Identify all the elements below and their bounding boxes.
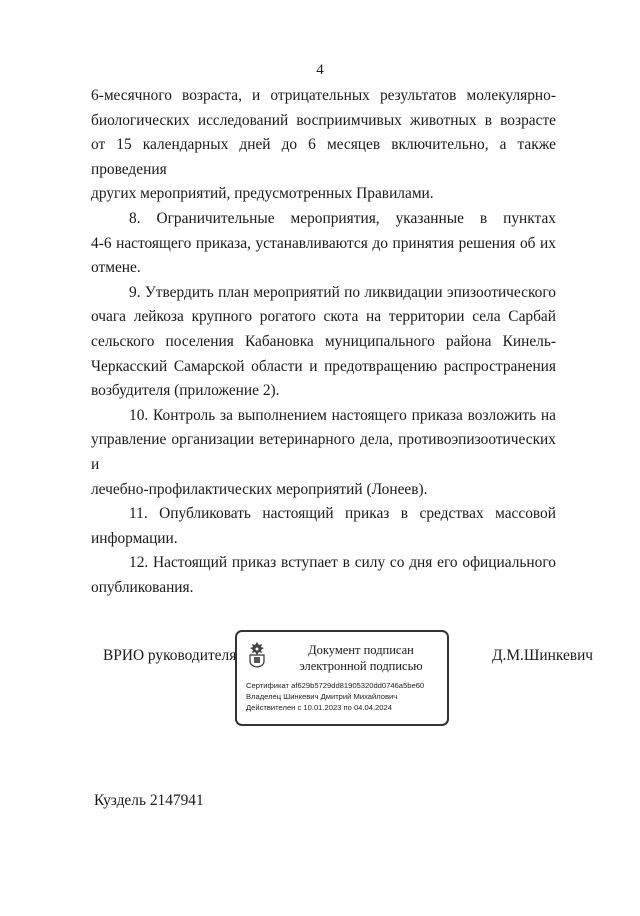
text-line: 8. Ограничительные мероприятия, указанные в пунктах <box>129 209 556 227</box>
paragraph-continuation <box>91 84 556 207</box>
text-line: 10. Контроль за выполнением настоящего приказа возложить на <box>129 406 556 424</box>
text-line: 9. Утвердить план мероприятий по ликвидации эпизоотического <box>129 283 556 301</box>
text-line: очага лейкоза крупного рогатого скота на территории села Сарбай <box>91 308 556 326</box>
stamp-title-line: Документ подписан <box>308 643 414 657</box>
text-line: Черкасский Самарской области и предотвращению распространения <box>91 357 556 375</box>
text-line: лечебно-профилактических мероприятий (Лонеев). <box>91 480 428 498</box>
text-line: 11. Опубликовать настоящий приказ в средствах массовой <box>129 505 556 523</box>
stamp-details <box>246 680 424 713</box>
text-line: управление организации ветеринарного дела, противоэпизоотических и <box>91 431 556 473</box>
text-line: опубликования. <box>91 578 194 596</box>
text-line: 12. Настоящий приказ вступает в силу со дня его официального <box>129 554 556 572</box>
stamp-title-line: электронной подписью <box>299 659 423 673</box>
paragraph-8 <box>91 207 556 281</box>
stamp-owner: Владелец Шинкевич Дмитрий Михайлович <box>246 692 398 701</box>
text-line: отмене. <box>91 259 141 277</box>
text-line: 6-месячного возраста, и отрицательных результатов молекулярно- <box>91 87 556 104</box>
document-author: Куздель 2147941 <box>94 792 204 809</box>
paragraph-11 <box>91 502 556 551</box>
text-line: других мероприятий, предусмотренных Правилами. <box>91 185 434 203</box>
paragraph-9 <box>91 281 556 404</box>
stamp-certificate: Сертификат af629b5729dd81905320dd0746a5be60 <box>246 681 425 690</box>
signatory-position: ВРИО руководителя <box>103 647 237 664</box>
page-number: 4 <box>316 62 324 78</box>
document-body <box>91 84 556 600</box>
text-line: 4-6 настоящего приказа, устанавливаются до принятия решения об их <box>91 234 556 252</box>
electronic-signature-stamp <box>235 630 449 726</box>
stamp-title <box>277 642 445 674</box>
paragraph-12 <box>91 551 556 600</box>
text-line: биологических исследований восприимчивых животных в возрасте <box>91 111 556 129</box>
stamp-validity: Действителен с 10.01.2023 по 04.04.2024 <box>246 703 392 712</box>
text-line: информации. <box>91 529 178 547</box>
signatory-name: Д.М.Шинкевич <box>492 647 594 664</box>
paragraph-10 <box>91 404 556 502</box>
text-line: от 15 календарных дней до 6 месяцев включительно, а также проведения <box>91 136 556 178</box>
coat-of-arms-icon <box>246 641 268 668</box>
text-line: сельского поселения Кабановка муниципального района Кинель- <box>91 332 556 350</box>
text-line: возбудителя (приложение 2). <box>91 382 280 400</box>
